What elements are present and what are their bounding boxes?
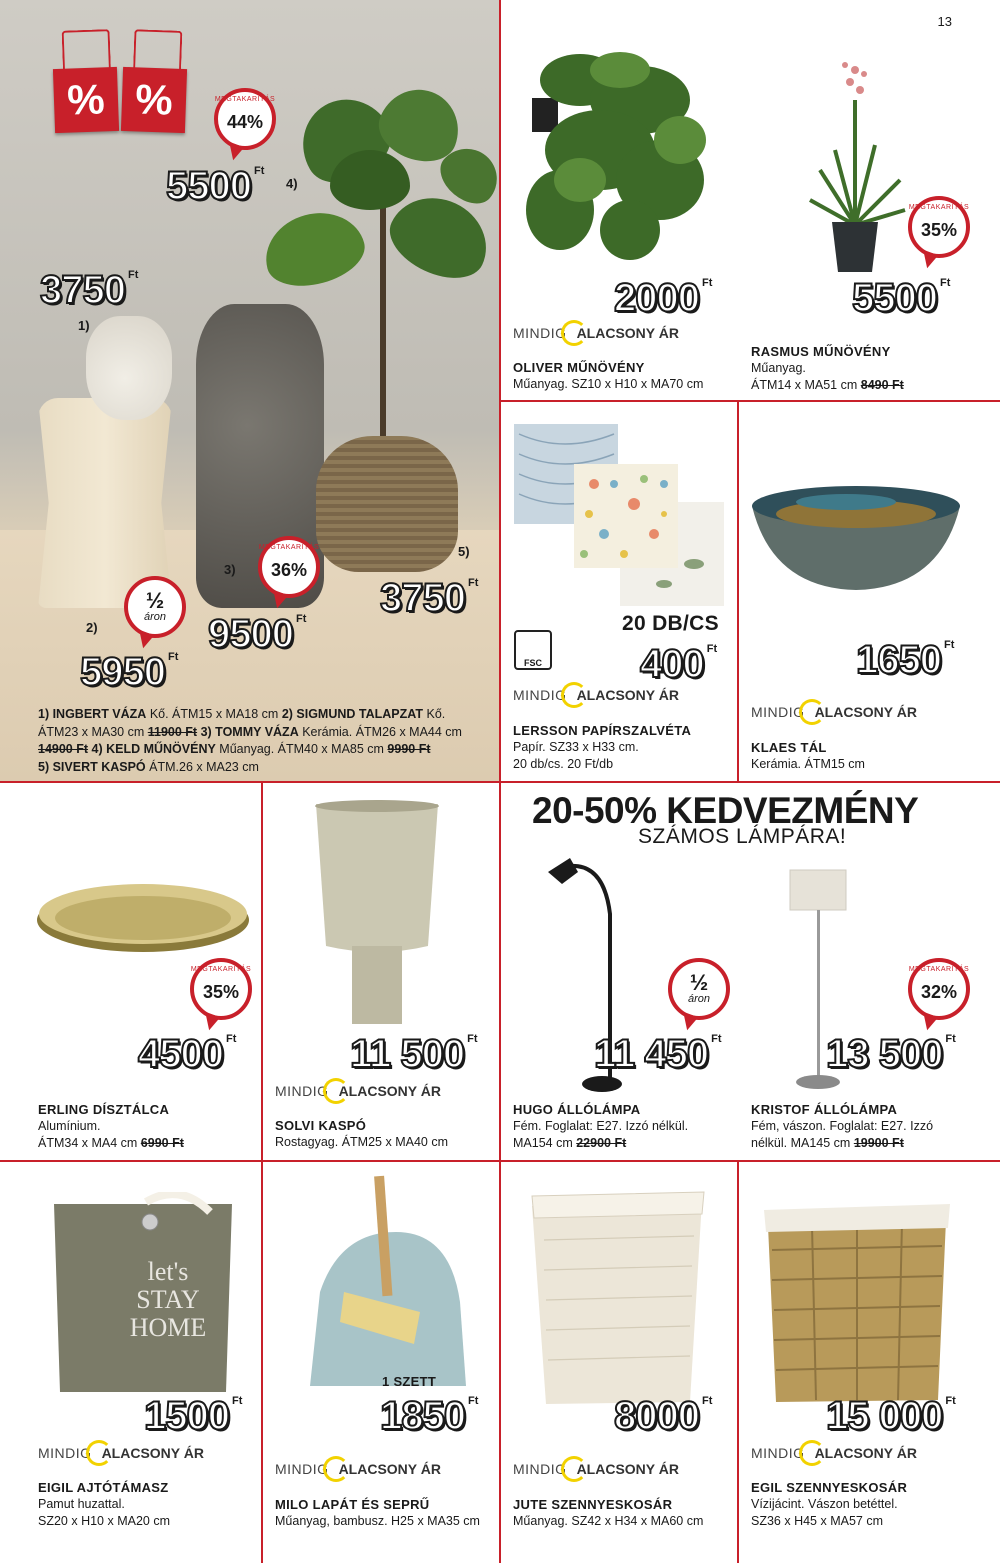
jute-hamper-image [530,1190,706,1406]
saving-word: MEGTAKARÍTÁS [190,966,252,973]
saving-percent: 36% [270,559,308,580]
saving-bubble [258,536,320,598]
hugo-name: HUGO ÁLLÓLÁMPA [513,1102,641,1117]
kristof-price: 13 500 $^{Ft}$ [826,1032,956,1076]
lersson-pack: 20 DB/CS [622,612,719,635]
saving-word: MEGTAKARÍTÁS [258,544,320,551]
half-word: áron [687,992,711,1005]
erling-price: 4500 $^{Ft}$ [138,1032,237,1076]
saving-bubble [908,958,970,1020]
mindig-alacsony-ar-label: MINDIG ALACSONY ÁR [275,1456,441,1482]
rasmus-plant-image [800,60,910,275]
page-number: 13 [937,14,952,29]
divider [261,781,263,1563]
hero-label-3: 3) [224,562,236,577]
rasmus-price: 5500 $^{Ft}$ [852,276,951,320]
plant-leaf [330,150,410,210]
half-fraction: ½ [145,588,165,614]
egil-desc: Vízijácint. Vászon betéttel. SZ36 x H45 x MA57 cm [751,1497,898,1528]
jute-name: JUTE SZENNYESKOSÁR [513,1497,673,1512]
hero-price-2: 5950 $^{Ft}$ [80,650,179,694]
egil-price: 15 000 $^{Ft}$ [826,1394,956,1438]
klaes-price: 1650 $^{Ft}$ [856,638,955,682]
solvi-planter-image [312,800,442,1026]
saving-bubble [908,196,970,258]
klaes-desc: Kerámia. ÁTM15 cm [751,757,865,771]
lamp-banner-subtitle: SZÁMOS LÁMPÁRA! [638,825,847,848]
divider [499,0,501,1563]
lersson-price: 400 $^{Ft}$ [640,642,718,686]
milo-name: MILO LAPÁT ÉS SEPRŰ [275,1497,430,1512]
oliver-plant-image [520,40,720,270]
percent-tag: % [53,67,119,133]
saving-bubble [190,958,252,1020]
divider [737,400,739,782]
saving-word: MEGTAKARÍTÁS [214,96,276,103]
milo-price: 1850 $^{Ft}$ [380,1394,479,1438]
hero-label-2: 2) [86,620,98,635]
divider [500,400,1000,402]
mindig-alacsony-ar-label: MINDIG ALACSONY ÁR [513,1456,679,1482]
divider [0,1160,1000,1162]
eigil-name: EIGIL AJTÓTÁMASZ [38,1480,169,1495]
eigil-desc: Pamut huzattal. SZ20 x H10 x MA20 cm [38,1497,170,1528]
egil-hamper-image [762,1200,952,1404]
lersson-napkins-image [514,424,726,610]
eigil-print-text: let's STAY HOME [129,1257,207,1342]
divider [737,1160,739,1563]
half-word: áron [143,610,167,623]
saving-percent: 32% [920,981,958,1002]
hero-label-1: 1) [78,318,90,333]
hugo-desc: Fém. Foglalat: E27. Izzó nélkül. MA154 cm 22900 Ft [513,1119,689,1150]
eigil-price: 1500 $^{Ft}$ [144,1394,243,1438]
hero-label-5: 5) [458,544,470,559]
klaes-name: KLAES TÁL [751,740,827,755]
mindig-alacsony-ar-label: MINDIG ALACSONY ÁR [38,1440,204,1466]
oliver-desc: Műanyag. SZ10 x H10 x MA70 cm [513,377,704,391]
jute-price: 8000 $^{Ft}$ [614,1394,713,1438]
erling-tray-image [36,880,250,954]
oliver-price: 2000 $^{Ft}$ [614,276,713,320]
saving-percent: 44% [226,111,264,132]
saving-word: MEGTAKARÍTÁS [908,966,970,973]
lersson-name: LERSSON PAPÍRSZALVÉTA [513,723,692,738]
half-price-bubble [124,576,186,638]
saving-percent: 35% [920,219,958,240]
hero-price-4: 5500 $^{Ft}$ [166,164,265,208]
hero-price-5: 3750 $^{Ft}$ [380,576,479,620]
mindig-alacsony-ar-label: MINDIG ALACSONY ÁR [751,699,917,725]
kristof-name: KRISTOF ÁLLÓLÁMPA [751,1102,898,1117]
milo-dustpan-image [300,1172,470,1392]
milo-set: 1 SZETT [382,1374,437,1389]
mindig-alacsony-ar-label: MINDIG ALACSONY ÁR [513,320,679,346]
rasmus-name: RASMUS MŰNÖVÉNY [751,344,891,359]
fsc-logo: FSC [514,630,552,670]
plant-leaf [257,202,372,295]
kristof-desc: Fém, vászon. Foglalat: E27. Izzó nélkül. MA145 cm 19900 Ft [751,1119,934,1150]
milo-desc: Műanyag, bambusz. H25 x MA35 cm [275,1514,480,1528]
saving-percent: 35% [202,981,240,1002]
sivert-basket [316,436,458,572]
rasmus-desc: Műanyag. ÁTM14 x MA51 cm 8490 Ft [751,361,904,392]
hero-price-3: 9500 $^{Ft}$ [208,612,307,656]
saving-word: MEGTAKARÍTÁS [908,204,970,211]
solvi-desc: Rostagyag. ÁTM25 x MA40 cm [275,1135,448,1149]
half-price-bubble [668,958,730,1020]
percent-tag: % [121,67,187,133]
erling-desc: Alumínium. ÁTM34 x MA4 cm 6990 Ft [38,1119,184,1150]
hugo-price: 11 450 $^{Ft}$ [594,1032,722,1076]
half-fraction: ½ [689,970,709,996]
erling-name: ERLING DÍSZTÁLCA [38,1102,170,1117]
hero-label-4: 4) [286,176,298,191]
jute-desc: Műanyag. SZ42 x H34 x MA60 cm [513,1514,704,1528]
solvi-name: SOLVI KASPÓ [275,1118,367,1133]
mindig-alacsony-ar-label: MINDIG ALACSONY ÁR [751,1440,917,1466]
plant-stem [380,200,386,450]
saving-bubble [214,88,276,150]
hero-price-1: 3750 $^{Ft}$ [40,268,139,312]
mindig-alacsony-ar-label: MINDIG ALACSONY ÁR [513,682,679,708]
klaes-bowl-image [750,484,962,594]
lersson-desc: Papír. SZ33 x H33 cm. 20 db/cs. 20 Ft/db [513,740,639,771]
solvi-price: 11 500 $^{Ft}$ [350,1032,478,1076]
mindig-alacsony-ar-label: MINDIG ALACSONY ÁR [275,1078,441,1104]
oliver-name: OLIVER MŰNÖVÉNY [513,360,645,375]
hero-caption: 1) INGBERT VÁZA Kő. ÁTM15 x MA18 cm 2) SIGMUND TALAPZAT Kő. ÁTM23 x MA30 cm 11900 Ft 3) TOMMY VÁZA Kerámia. ÁTM26 x MA44 cm 14900 Ft 4) KELD MŰNÖVÉNY Műanyag. ÁTM40 x MA85 cm 9990 Ft 5) SIVERT KASPÓ ÁTM.26 x MA23 cm [38,707,462,774]
ingbert-vase [86,316,172,420]
lamp-banner-title: 20-50% KEDVEZMÉNY [532,790,919,831]
egil-name: EGIL SZENNYESKOSÁR [751,1480,908,1495]
